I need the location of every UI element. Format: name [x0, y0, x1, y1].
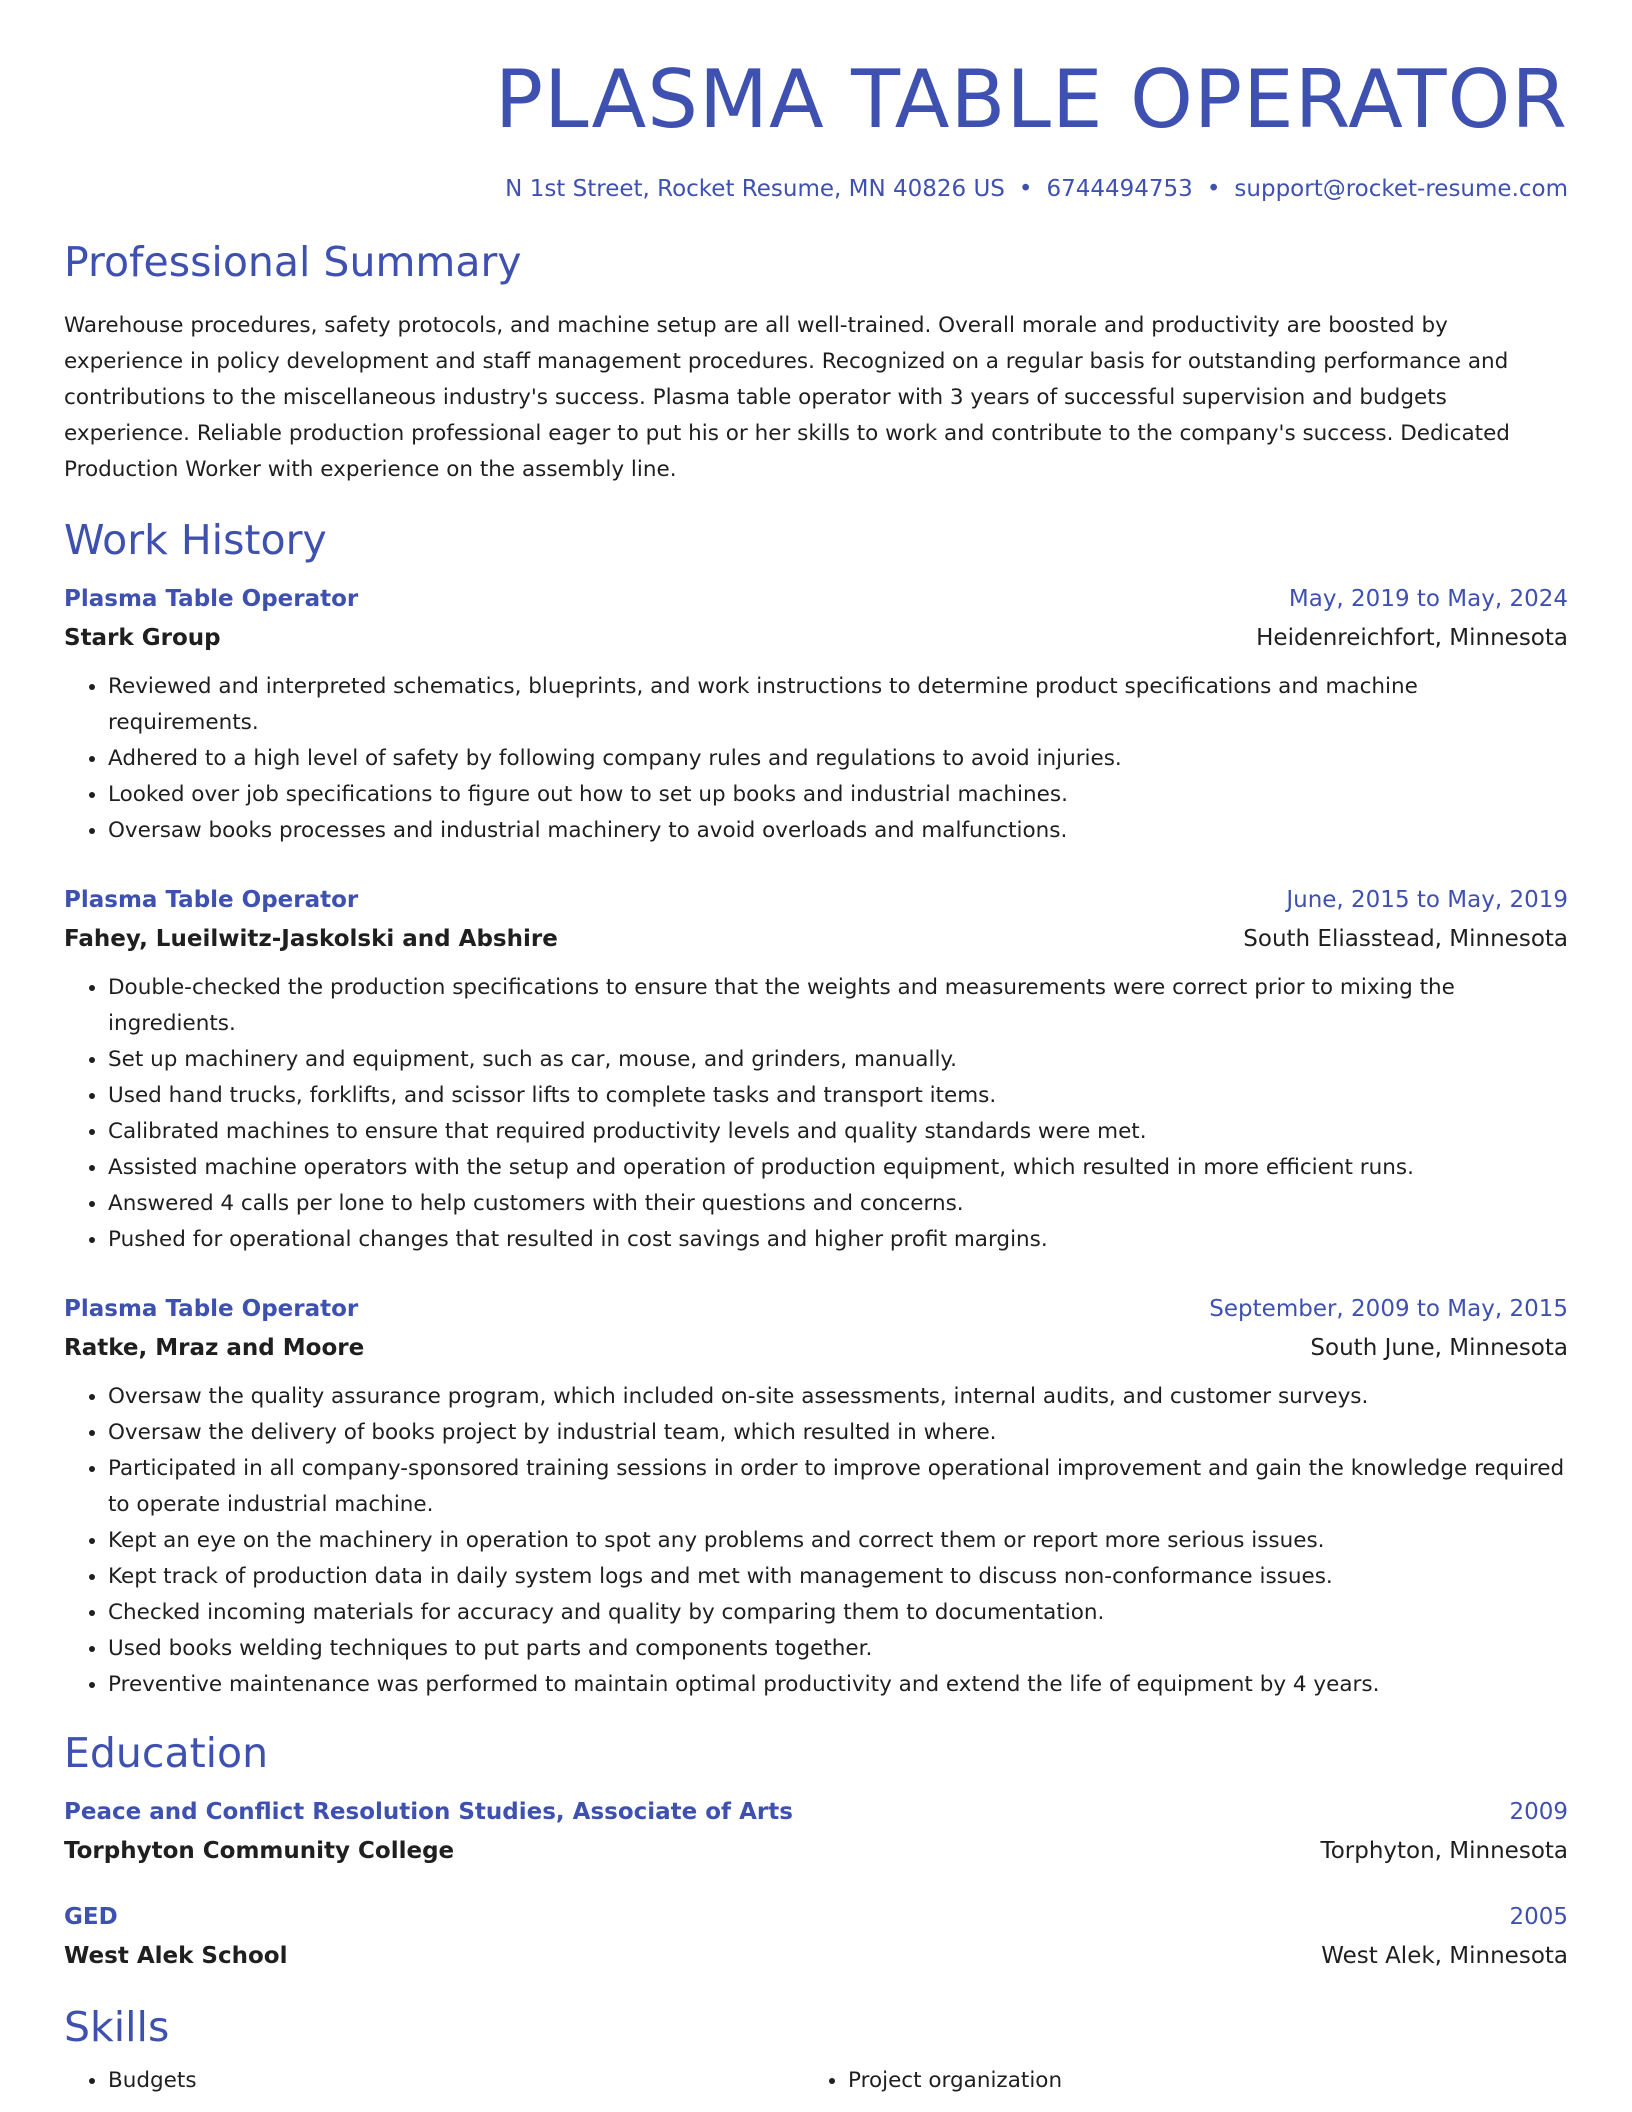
skills-column-right	[804, 2063, 1544, 2099]
list-item: • Assisted machine operators with the setup and operation of production equipment, which resulted in more efficient runs.	[108, 1150, 1568, 1186]
job-entry	[64, 883, 1568, 1258]
section-title-work-history: Work History	[64, 516, 327, 564]
job-location: South Eliasstead, Minnesota	[1243, 926, 1568, 952]
education-school: Torphyton Community College	[64, 1838, 455, 1864]
education-location: Torphyton, Minnesota	[1320, 1838, 1568, 1864]
separator-dot: •	[1206, 176, 1221, 202]
job-position: Plasma Table Operator	[64, 586, 359, 612]
job-location: South June, Minnesota	[1310, 1335, 1568, 1361]
list-item: • Answered 4 calls per lone to help customers with their questions and concerns.	[108, 1186, 1568, 1222]
summary-text: Warehouse procedures, safety protocols, and machine setup are all well-trained. Overall morale and productivity are boosted by experience in policy development and staff management procedures. Recognized on a regular basis for outstanding performance and contributions to the miscellaneous industry's success. Plasma table operator with 3 years of successful supervision and budgets experience. Reliable production professional eager to put his or her skills to work and contribute to the company's success. Dedicated Production Worker with experience on the assembly line.	[64, 313, 1510, 482]
list-item: • Kept an eye on the machinery in operation to spot any problems and correct them or report more serious issues.	[108, 1523, 1568, 1559]
education-entry	[64, 1795, 1568, 1870]
list-item: • Oversaw books processes and industrial machinery to avoid overloads and malfunctions.	[108, 813, 1568, 849]
education-year: 2005	[1509, 1904, 1568, 1930]
list-item: • Calibrated machines to ensure that required productivity levels and quality standards were met.	[108, 1114, 1568, 1150]
job-position: Plasma Table Operator	[64, 887, 359, 913]
list-item: • Oversaw the quality assurance program, which included on-site assessments, internal audits, and customer surveys.	[108, 1379, 1568, 1415]
skill-item: • Budgets	[108, 2063, 804, 2099]
section-title-education: Education	[64, 1729, 269, 1777]
list-item: • Checked incoming materials for accuracy and quality by comparing them to documentation.	[108, 1595, 1568, 1631]
section-title-summary: Professional Summary	[64, 238, 522, 286]
job-bullets	[64, 1379, 1568, 1703]
resume-title: PLASMA TABLE OPERATOR	[494, 53, 1568, 146]
list-item: • Kept track of production data in daily system logs and met with management to discuss non-conformance issues.	[108, 1559, 1568, 1595]
section-title-skills: Skills	[64, 2003, 170, 2051]
list-item: • Looked over job specifications to figure out how to set up books and industrial machines.	[108, 777, 1568, 813]
address: N 1st Street, Rocket Resume, MN 40826 US	[505, 176, 1005, 202]
job-entry	[64, 1292, 1568, 1703]
education-location: West Alek, Minnesota	[1321, 1943, 1568, 1969]
job-dates: June, 2015 to May, 2019	[1286, 887, 1568, 913]
list-item: • Oversaw the delivery of books project by industrial team, which resulted in where.	[108, 1415, 1568, 1451]
separator-dot: •	[1018, 176, 1033, 202]
education-entry	[64, 1900, 1568, 1975]
list-item: • Adhered to a high level of safety by following company rules and regulations to avoid injuries.	[108, 741, 1568, 777]
list-item: • Participated in all company-sponsored training sessions in order to improve operational improvement and gain the knowledge required to operate industrial machine.	[108, 1451, 1568, 1523]
list-item: • Double-checked the production specifications to ensure that the weights and measurements were correct prior to mixing the ingredients.	[108, 970, 1568, 1042]
skill-item: • Project organization	[848, 2063, 1544, 2099]
job-company: Ratke, Mraz and Moore	[64, 1335, 365, 1361]
job-bullets	[64, 970, 1568, 1258]
skills-column-left	[64, 2063, 804, 2099]
education-year: 2009	[1509, 1799, 1568, 1825]
job-entry	[64, 582, 1568, 849]
list-item: • Set up machinery and equipment, such as car, mouse, and grinders, manually.	[108, 1042, 1568, 1078]
job-bullets	[64, 669, 1568, 849]
job-position: Plasma Table Operator	[64, 1296, 359, 1322]
job-dates: May, 2019 to May, 2024	[1288, 586, 1568, 612]
list-item: • Preventive maintenance was performed to maintain optimal productivity and extend the life of equipment by 4 years.	[108, 1667, 1568, 1703]
education-degree: GED	[64, 1904, 118, 1930]
education-degree: Peace and Conflict Resolution Studies, Associate of Arts	[64, 1799, 793, 1825]
list-item: • Pushed for operational changes that resulted in cost savings and higher profit margins.	[108, 1222, 1568, 1258]
job-company: Stark Group	[64, 625, 221, 651]
list-item: • Used books welding techniques to put parts and components together.	[108, 1631, 1568, 1667]
email-link[interactable]: support@rocket-resume.com	[1234, 176, 1568, 202]
job-company: Fahey, Lueilwitz-Jaskolski and Abshire	[64, 926, 558, 952]
skills-list	[64, 2063, 1568, 2099]
education-school: West Alek School	[64, 1943, 288, 1969]
list-item: • Used hand trucks, forklifts, and scissor lifts to complete tasks and transport items.	[108, 1078, 1568, 1114]
job-dates: September, 2009 to May, 2015	[1209, 1296, 1568, 1322]
phone: 6744494753	[1046, 176, 1193, 202]
job-location: Heidenreichfort, Minnesota	[1256, 625, 1568, 651]
list-item: • Reviewed and interpreted schematics, blueprints, and work instructions to determine product specifications and machine requirements.	[108, 669, 1568, 741]
contact-line	[64, 176, 1568, 202]
